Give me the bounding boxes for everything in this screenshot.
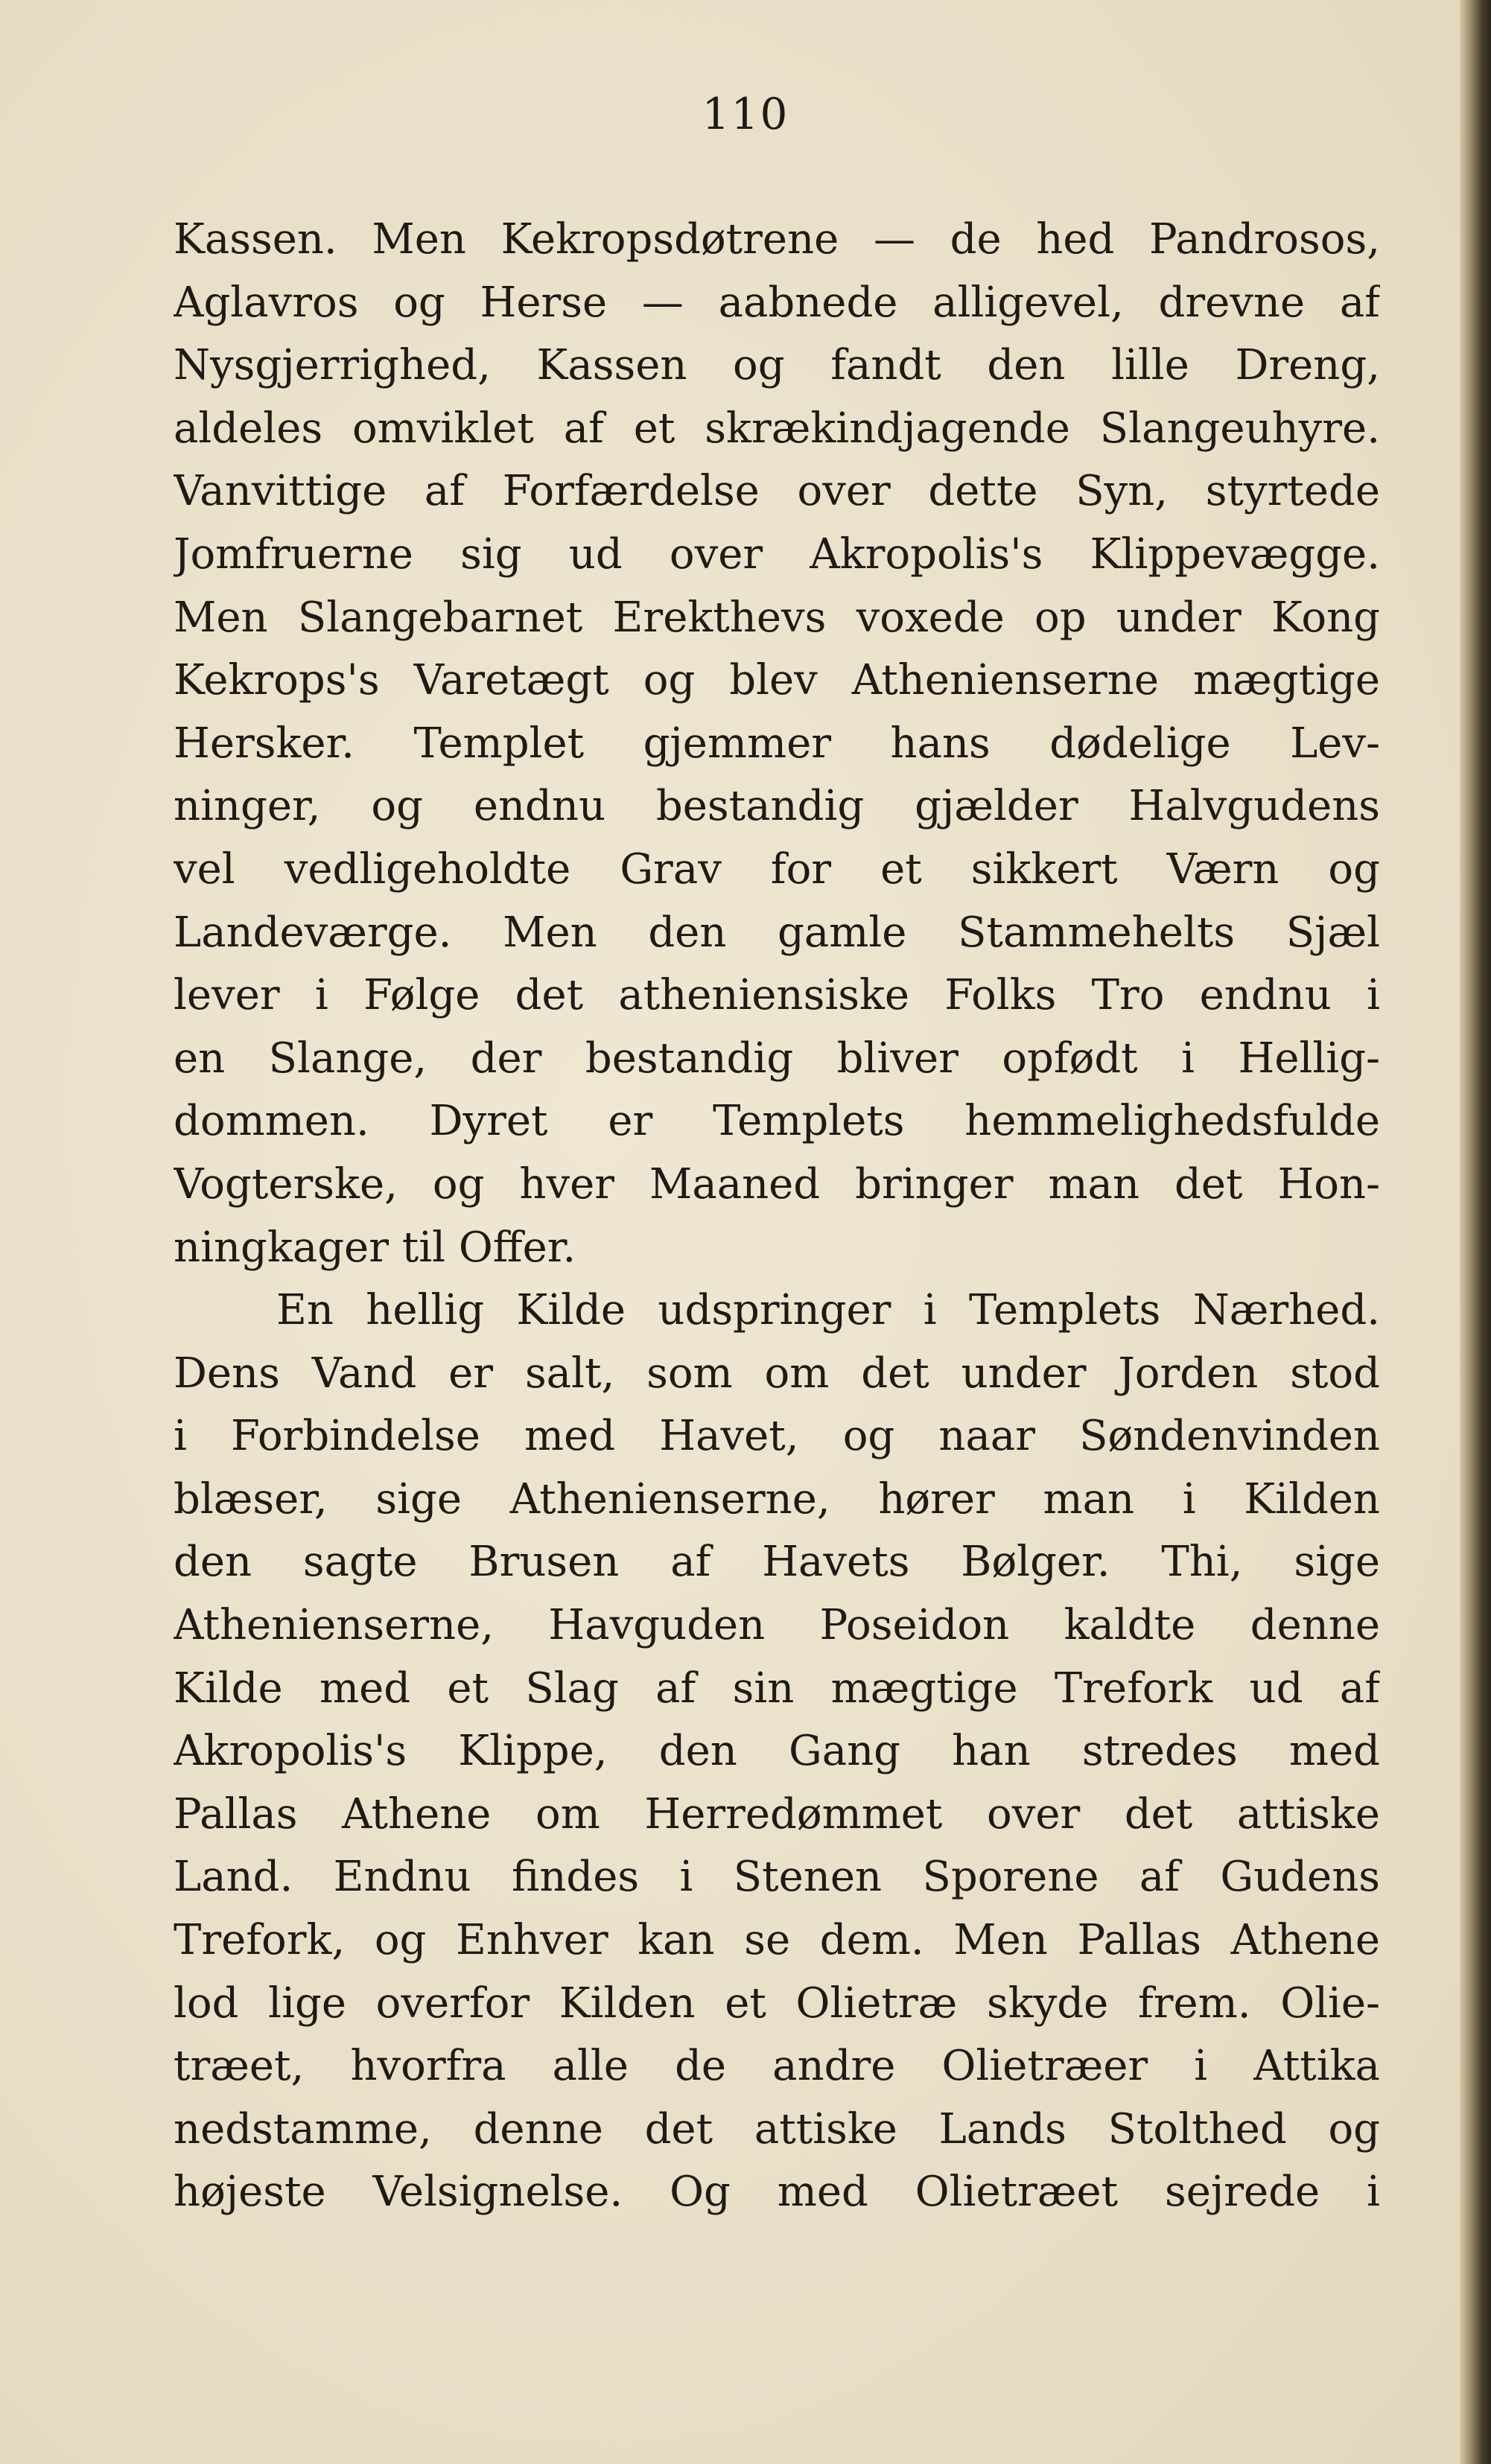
text-line: aldeles omviklet af et skrækindjagende Slangeuhyre.: [174, 404, 1380, 453]
text-line: Akropolis's Klippe, den Gang han stredes med: [174, 1727, 1380, 1776]
text-line: Pallas Athene om Herredømmet over det attiske: [174, 1789, 1380, 1839]
paragraph-end-line: ningkager til Offer.: [174, 1223, 576, 1272]
text-line: Dens Vand er salt, som om det under Jorden stod: [174, 1349, 1380, 1398]
text-line: den sagte Brusen af Havets Bølger. Thi, sige: [174, 1538, 1380, 1587]
page-number: 110: [702, 89, 789, 139]
text-line: blæser, sige Athenienserne, hører man i Kilden: [174, 1474, 1380, 1524]
text-line: lod lige overfor Kilden et Olietræ skyde frem. Olie-: [174, 1978, 1380, 2028]
text-line: Land. Endnu findes i Stenen Sporene af Gudens: [174, 1853, 1380, 1902]
text-line: Kassen. Men Kekropsdøtrene — de hed Pandrosos,: [174, 215, 1380, 264]
text-line: Aglavros og Herse — aabnede alligevel, drevne af: [174, 278, 1380, 327]
text-line: i Forbindelse med Havet, og naar Søndenvinden: [174, 1412, 1380, 1461]
paragraph-start-line: En hellig Kilde udspringer i Templets Nærhed.: [276, 1286, 1380, 1335]
text-line: Landeværge. Men den gamle Stammehelts Sjæl: [174, 908, 1380, 957]
text-line: lever i Følge det atheniensiske Folks Tro endnu i: [174, 971, 1380, 1020]
text-line: Kilde med et Slag af sin mægtige Trefork ud af: [174, 1664, 1380, 1713]
text-line: Hersker. Templet gjemmer hans dødelige Lev-: [174, 719, 1380, 768]
page-binding-edge: [1460, 0, 1491, 2464]
text-line: Vogterske, og hver Maaned bringer man det Hon-: [174, 1159, 1380, 1209]
text-line: Athenienserne, Havguden Poseidon kaldte denne: [174, 1601, 1380, 1650]
text-line: Trefork, og Enhver kan se dem. Men Pallas Athene: [174, 1916, 1380, 1965]
text-line: Jomfruerne sig ud over Akropolis's Klippevægge.: [174, 529, 1380, 579]
text-line: Men Slangebarnet Erekthevs voxede op under Kong: [174, 593, 1380, 642]
text-line: nedstamme, denne det attiske Lands Stolthed og: [174, 2104, 1380, 2153]
text-line: Nysgjerrighed, Kassen og fandt den lille Dreng,: [174, 341, 1380, 390]
text-line: Vanvittige af Forfærdelse over dette Syn, styrtede: [174, 467, 1380, 516]
text-line: Kekrops's Varetægt og blev Athenienserne mægtige: [174, 656, 1380, 705]
text-line: vel vedligeholdte Grav for et sikkert Værn og: [174, 844, 1380, 894]
body-text: [174, 208, 1380, 2224]
text-line: dommen. Dyret er Templets hemmelighedsfulde: [174, 1097, 1380, 1146]
text-line: træet, hvorfra alle de andre Olietræer i Attika: [174, 2042, 1380, 2091]
text-line: en Slange, der bestandig bliver opfødt i Hellig-: [174, 1034, 1380, 1083]
text-line: ninger, og endnu bestandig gjælder Halvgudens: [174, 782, 1380, 831]
text-line: højeste Velsignelse. Og med Olietræet sejrede i: [174, 2168, 1380, 2217]
